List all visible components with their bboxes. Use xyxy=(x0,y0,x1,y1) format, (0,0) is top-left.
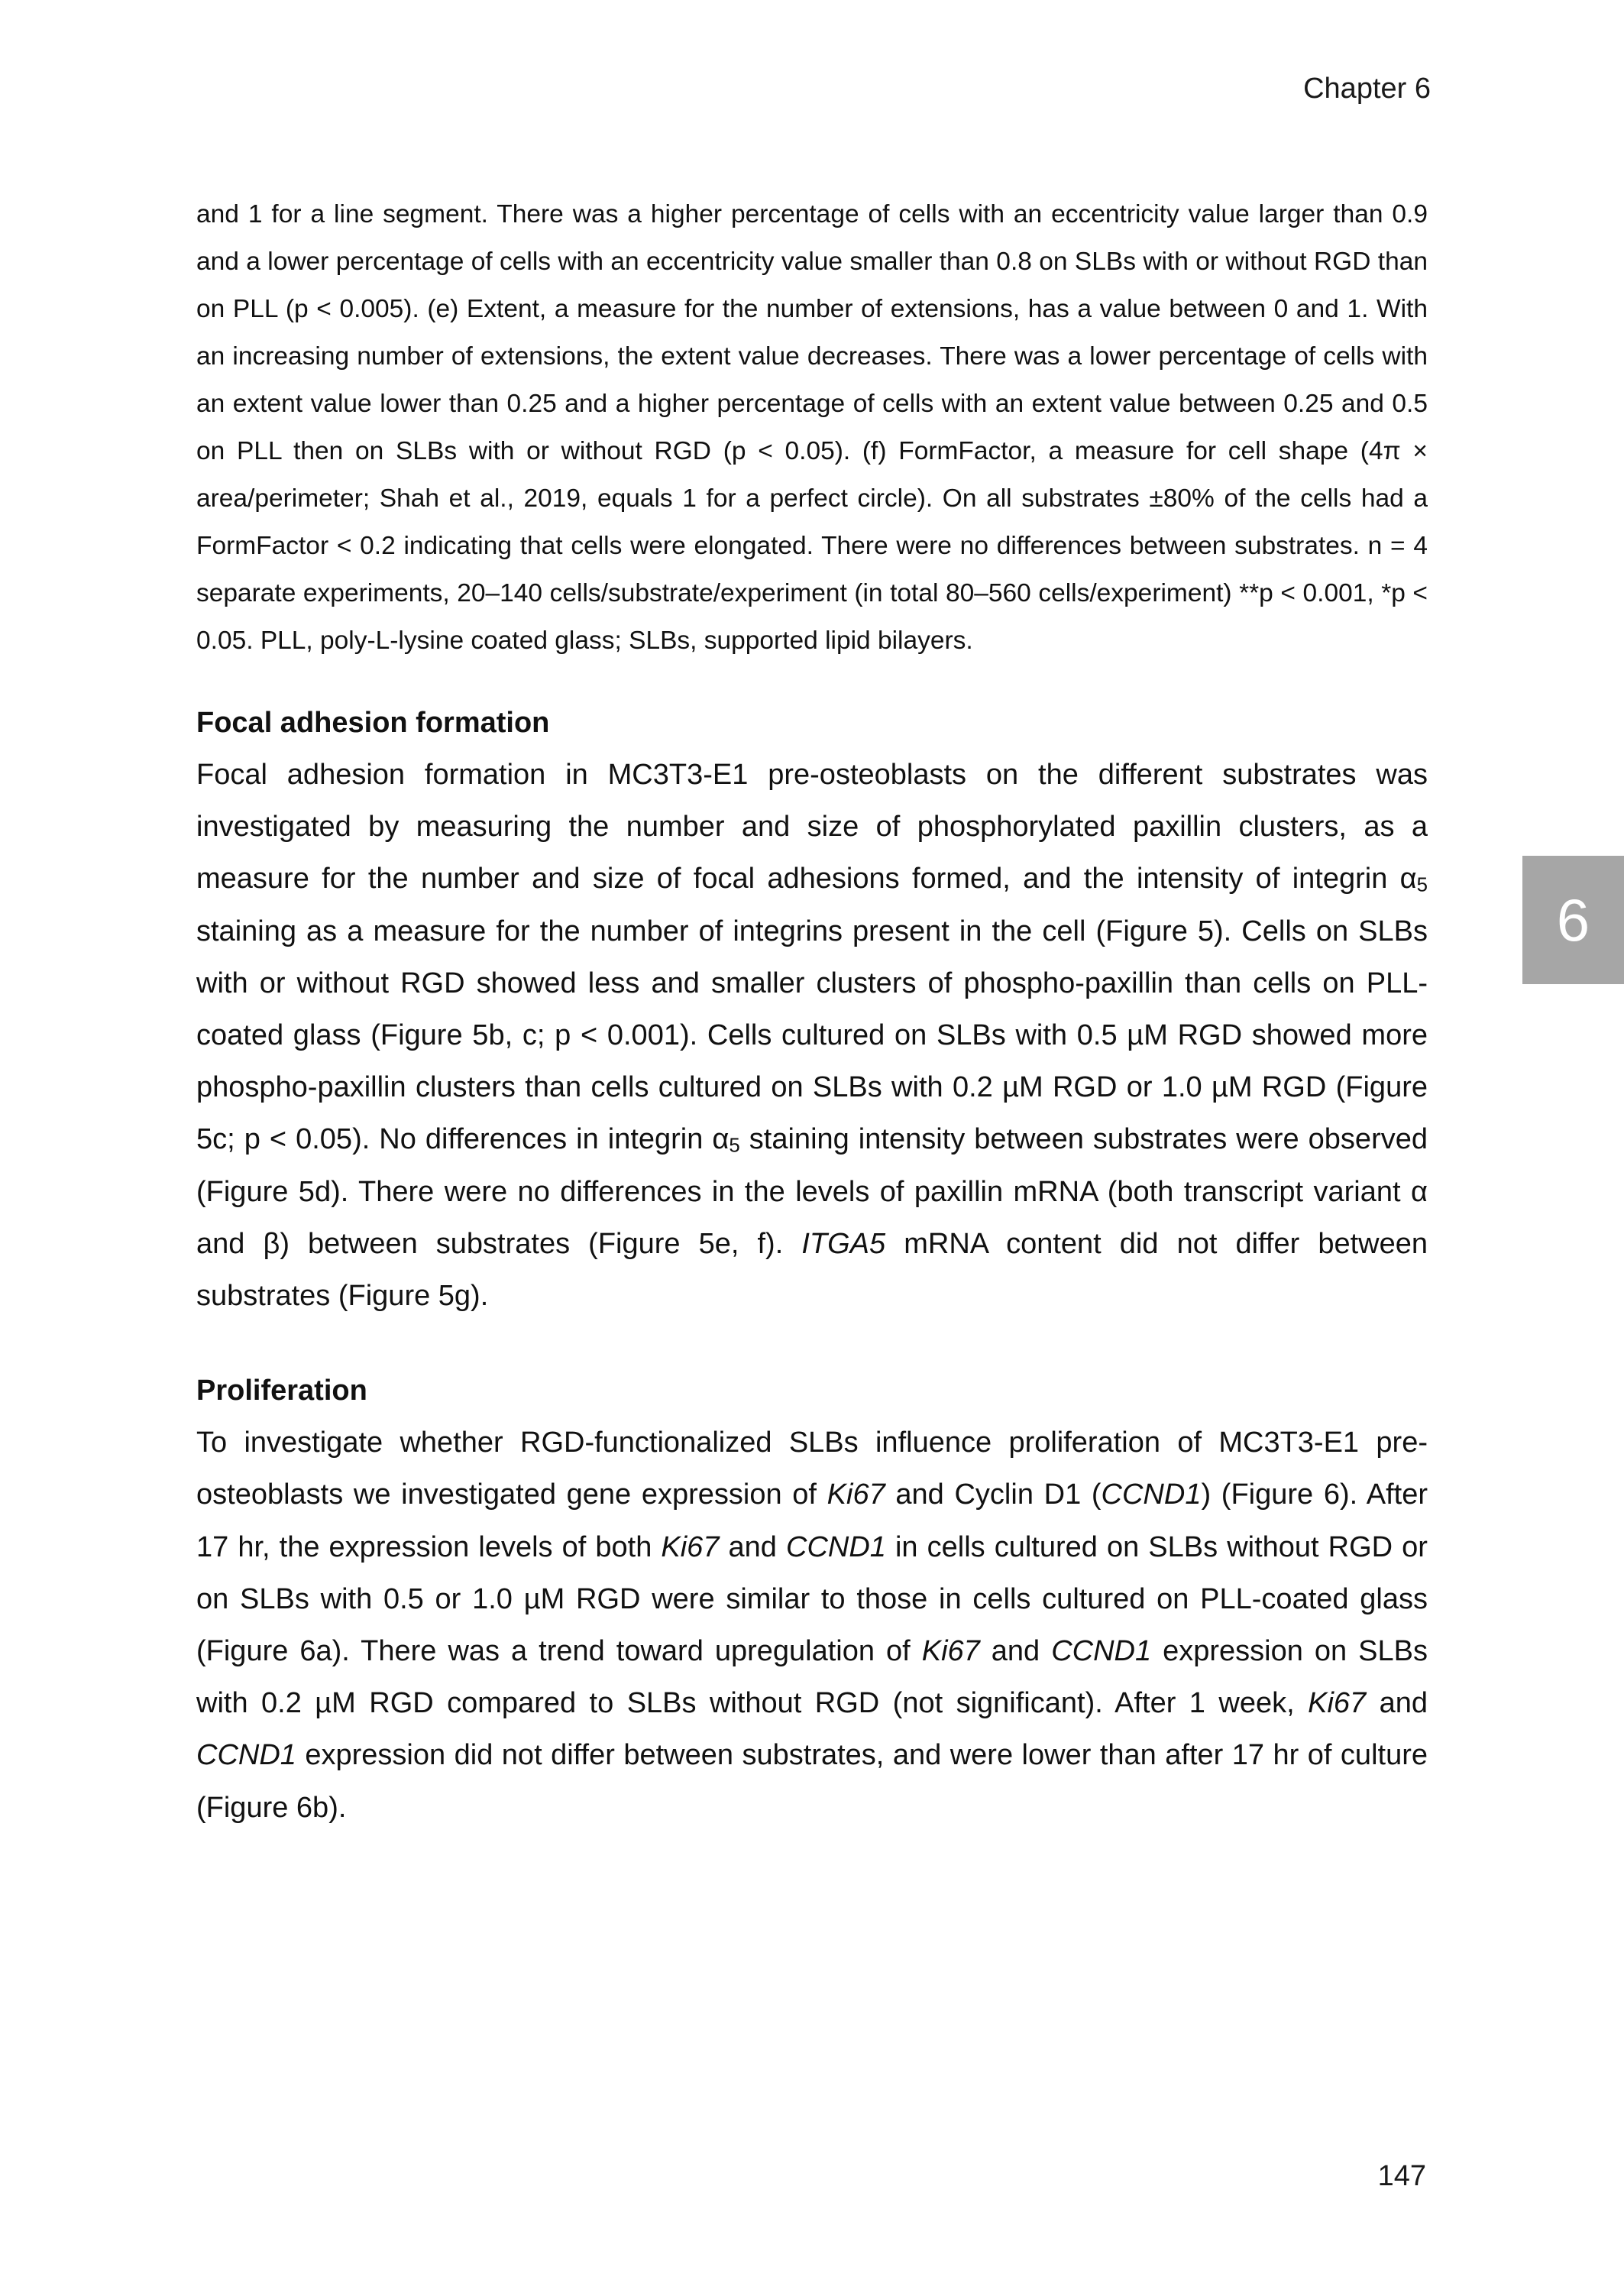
gene-name: CCND1 xyxy=(1101,1478,1202,1511)
subscript: 5 xyxy=(1416,875,1428,897)
gene-name: Ki67 xyxy=(827,1478,885,1511)
page-content xyxy=(196,191,1428,1834)
gene-name: Ki67 xyxy=(661,1530,720,1563)
gene-name: Ki67 xyxy=(921,1635,980,1668)
section-heading-focal-adhesion: Focal adhesion formation xyxy=(196,707,550,739)
figure-caption-continuation: and 1 for a line segment. There was a higher percentage of cells with an eccentricity value larger than 0.9 and a lower percentage of cells with an eccentricity value smaller than 0.8 on SLBs with or without RGD than on PLL (p < 0.005). (e) Extent, a measure for the number of extensions, has a value between 0 and 1. With an increasing number of extensions, the extent value decreases. There was a lower percentage of cells with an extent value lower than 0.25 and a higher percentage of cells with an extent value between 0.25 and 0.5 on PLL then on SLBs with or without RGD (p < 0.05). (f) FormFactor, a measure for cell shape (4π × area/perimeter; Shah et al., 2019, equals 1 for a perfect circle). On all substrates ±80% of the cells had a FormFactor < 0.2 indicating that cells were elongated. There were no differences between substrates. n = 4 separate experiments, 20–140 cells/substrate/experiment (in total 80–560 cells/experiment) **p < 0.001, *p < 0.05. PLL, poly-L-lysine coated glass; SLBs, supported lipid bilayers. xyxy=(196,200,1428,655)
gene-name: Ki67 xyxy=(1308,1687,1367,1720)
paragraph-proliferation: To investigate whether RGD-functionalized SLBs influence proliferation of MC3T3-E1 pre-osteoblasts we investigated gene expression of Ki67 and Cyclin D1 (CCND1) (Figure 6). After 17 hr, the expression levels of both Ki67 and CCND1 in cells cultured on SLBs without RGD or on SLBs with 0.5 or 1.0 µM RGD were similar to those in cells cultured on PLL-coated glass (Figure 6a). There was a trend toward upregulation of Ki67 and CCND1 expression on SLBs with 0.2 µM RGD compared to SLBs without RGD (not significant). After 1 week, Ki67 and CCND1 expression did not differ between substrates, and were lower than after 17 hr of culture (Figure 6b). xyxy=(196,1427,1428,1824)
gene-name: CCND1 xyxy=(786,1530,886,1563)
gene-name: CCND1 xyxy=(196,1739,296,1772)
chapter-tab: 6 xyxy=(1522,856,1624,984)
paragraph-focal-adhesion: Focal adhesion formation in MC3T3-E1 pre-osteoblasts on the different substrates was investigated by measuring the number and size of phosphorylated paxillin clusters, as a measure for the number and size of focal adhesions formed, and the intensity of integrin α5 staining as a measure for the number of integrins present in the cell (Figure 5). Cells on SLBs with or without RGD showed less and smaller clusters of phospho-paxillin than cells on PLL-coated glass (Figure 5b, c; p < 0.001). Cells cultured on SLBs with 0.5 µM RGD showed more phospho-paxillin clusters than cells cultured on SLBs with 0.2 µM RGD or 1.0 µM RGD (Figure 5c; p < 0.05). No differences in integrin α5 staining intensity between substrates were observed (Figure 5d). There were no differences in the levels of paxillin mRNA (both transcript variant α and β) between substrates (Figure 5e, f). ITGA5 mRNA content did not differ between substrates (Figure 5g). xyxy=(196,759,1428,1313)
running-head: Chapter 6 xyxy=(1303,73,1431,105)
gene-name: CCND1 xyxy=(1051,1635,1152,1668)
section-heading-proliferation: Proliferation xyxy=(196,1375,367,1407)
subscript: 5 xyxy=(729,1135,740,1158)
page-number: 147 xyxy=(1377,2160,1426,2192)
gene-name: ITGA5 xyxy=(801,1227,886,1260)
